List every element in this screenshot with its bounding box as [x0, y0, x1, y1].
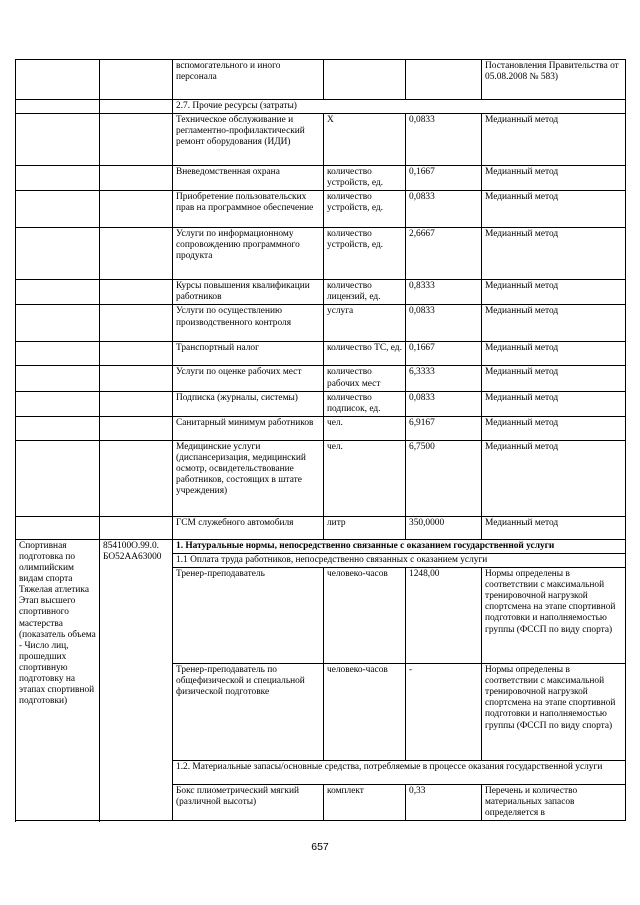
value-cell: 0,0833: [406, 391, 482, 416]
subsection-heading-materials: 1.2. Материальные запасы/основные средства, потребляемые в процессе оказания государственной услуги: [173, 761, 626, 785]
table-row: [16, 166, 626, 191]
unit-cell: количество устройств, ед.: [324, 166, 406, 191]
page-number: 657: [311, 841, 329, 853]
method-cell: Медианный метод: [482, 191, 626, 228]
table-row: [16, 342, 626, 366]
value-cell: 350,0000: [406, 516, 482, 539]
resource-name-cell: Тренер-преподаватель: [173, 568, 324, 664]
value-cell: 0,0833: [406, 191, 482, 228]
table-row: [16, 100, 626, 114]
service-code-cell-empty: [100, 166, 173, 191]
resource-name-cell: Транспортный налог: [173, 342, 324, 366]
service-code-cell-empty: [100, 342, 173, 366]
service-code-cell-empty: [100, 114, 173, 166]
resource-name-cell: Санитарный минимум работников: [173, 416, 324, 440]
service-code-cell-empty: [100, 440, 173, 516]
unit-cell: количество лицензий, ед.: [324, 280, 406, 305]
method-cell: Перечень и количество материальных запасов определяется в: [482, 785, 626, 821]
unit-cell: X: [324, 114, 406, 166]
method-cell: Постановления Правительства от 05.08.2008 № 583): [482, 60, 626, 100]
resource-name-cell: Услуги по информационному сопровождению программного продукта: [173, 228, 324, 280]
resource-name-cell: Приобретение пользовательских прав на программное обеспечение: [173, 191, 324, 228]
method-cell: Медианный метод: [482, 228, 626, 280]
service-name-cell-empty: [16, 305, 100, 342]
table-row: [16, 366, 626, 391]
service-name-cell-empty: [16, 100, 100, 114]
value-cell: 0,1667: [406, 166, 482, 191]
natural-norms-heading: 1. Натуральные нормы, непосредственно связанные с оказанием государственной услуги: [173, 539, 626, 553]
service-name-cell: Спортивная подготовка по олимпийским видам спорта Тяжелая атлетика Этап высшего спортивного мастерства (показатель объема - Число лиц, прошедших спортивную подготовку на этапах спортивной подготовки): [16, 539, 100, 820]
resource-name-cell: Подписка (журналы, системы): [173, 391, 324, 416]
unit-cell: литр: [324, 516, 406, 539]
service-name-cell-empty: [16, 60, 100, 100]
table-row: [16, 305, 626, 342]
service-code-cell: 854100О.99.0. БО52АА63000: [100, 539, 173, 820]
value-cell: 6,7500: [406, 440, 482, 516]
table-row: [16, 539, 626, 553]
subsection-heading-labor: 1.1 Оплата труда работников, непосредственно связанных с оказанием услуги: [173, 553, 626, 567]
service-code-cell-empty: [100, 191, 173, 228]
method-cell: Медианный метод: [482, 516, 626, 539]
service-code-cell-empty: [100, 100, 173, 114]
unit-cell: количество рабочих мест: [324, 366, 406, 391]
value-cell: 2,6667: [406, 228, 482, 280]
resource-name-cell: Услуги по оценке рабочих мест: [173, 366, 324, 391]
service-name-cell-empty: [16, 391, 100, 416]
table-row: [16, 280, 626, 305]
table-row: [16, 60, 626, 100]
unit-cell: комплект: [324, 785, 406, 821]
service-name-cell-empty: [16, 228, 100, 280]
service-name-cell-empty: [16, 191, 100, 228]
method-cell: Медианный метод: [482, 114, 626, 166]
value-cell: 0,0833: [406, 114, 482, 166]
service-name-cell-empty: [16, 114, 100, 166]
value-cell: 0,0833: [406, 305, 482, 342]
service-code-cell-empty: [100, 280, 173, 305]
method-cell: Медианный метод: [482, 366, 626, 391]
resource-name-cell: Вневедомственная охрана: [173, 166, 324, 191]
table-row: [16, 114, 626, 166]
table-row: [16, 228, 626, 280]
method-cell: Медианный метод: [482, 280, 626, 305]
value-cell: 0,8333: [406, 280, 482, 305]
service-name-cell-empty: [16, 416, 100, 440]
resource-name-cell: Тренер-преподаватель по общефизической и специальной физической подготовке: [173, 664, 324, 761]
service-name-cell-empty: [16, 342, 100, 366]
service-code-cell-empty: [100, 391, 173, 416]
service-code-cell-empty: [100, 416, 173, 440]
method-cell: Нормы определены в соответствии с максимальной тренировочной нагрузкой спортсмена на этапе спортивной подготовки и наполняемостью группы (ФССП по виду спорта): [482, 568, 626, 664]
service-code-cell-empty: [100, 228, 173, 280]
unit-cell: количество подписок, ед.: [324, 391, 406, 416]
resource-name-cell: Медицинские услуги (диспансеризация, медицинский осмотр, освидетельствование работников, состоящих в штате учреждения): [173, 440, 324, 516]
resource-name-cell: Бокс плиометрический мягкий (различной высоты): [173, 785, 324, 821]
unit-cell: человеко-часов: [324, 664, 406, 761]
unit-cell: [324, 60, 406, 100]
service-name-cell-empty: [16, 366, 100, 391]
method-cell: Медианный метод: [482, 440, 626, 516]
unit-cell: человеко-часов: [324, 568, 406, 664]
method-cell: Медианный метод: [482, 342, 626, 366]
unit-cell: чел.: [324, 416, 406, 440]
service-code-cell-empty: [100, 305, 173, 342]
resource-name-cell: вспомогательного и иного персонала: [173, 60, 324, 100]
value-cell: -: [406, 664, 482, 761]
table-row: [16, 391, 626, 416]
method-cell: Медианный метод: [482, 166, 626, 191]
resource-name-cell: ГСМ служебного автомобиля: [173, 516, 324, 539]
value-cell: [406, 60, 482, 100]
table-row: [16, 440, 626, 516]
service-code-cell-empty: [100, 516, 173, 539]
resource-name-cell: Услуги по осуществлению производственного контроля: [173, 305, 324, 342]
table-row: [16, 191, 626, 228]
resource-name-cell: Курсы повышения квалификации работников: [173, 280, 324, 305]
value-cell: 0,33: [406, 785, 482, 821]
unit-cell: количество ТС, ед.: [324, 342, 406, 366]
unit-cell: количество устройств, ед.: [324, 228, 406, 280]
service-code-cell-empty: [100, 60, 173, 100]
unit-cell: услуга: [324, 305, 406, 342]
value-cell: 6,3333: [406, 366, 482, 391]
section-heading: 2.7. Прочие ресурсы (затраты): [173, 100, 626, 114]
service-name-cell-empty: [16, 166, 100, 191]
value-cell: 6,9167: [406, 416, 482, 440]
value-cell: 0,1667: [406, 342, 482, 366]
service-code-cell-empty: [100, 366, 173, 391]
norms-table: [15, 59, 626, 821]
value-cell: 1248,00: [406, 568, 482, 664]
resource-name-cell: Техническое обслуживание и регламентно-профилактический ремонт оборудования (ИДИ): [173, 114, 324, 166]
service-name-cell-empty: [16, 280, 100, 305]
method-cell: Нормы определены в соответствии с максимальной тренировочной нагрузкой спортсмена на этапе спортивной подготовки и наполняемостью группы (ФССП по виду спорта): [482, 664, 626, 761]
method-cell: Медианный метод: [482, 416, 626, 440]
table-row: [16, 416, 626, 440]
method-cell: Медианный метод: [482, 305, 626, 342]
service-name-cell-empty: [16, 440, 100, 516]
service-name-cell-empty: [16, 516, 100, 539]
method-cell: Медианный метод: [482, 391, 626, 416]
table-row: [16, 516, 626, 539]
unit-cell: количество устройств, ед.: [324, 191, 406, 228]
unit-cell: чел.: [324, 440, 406, 516]
